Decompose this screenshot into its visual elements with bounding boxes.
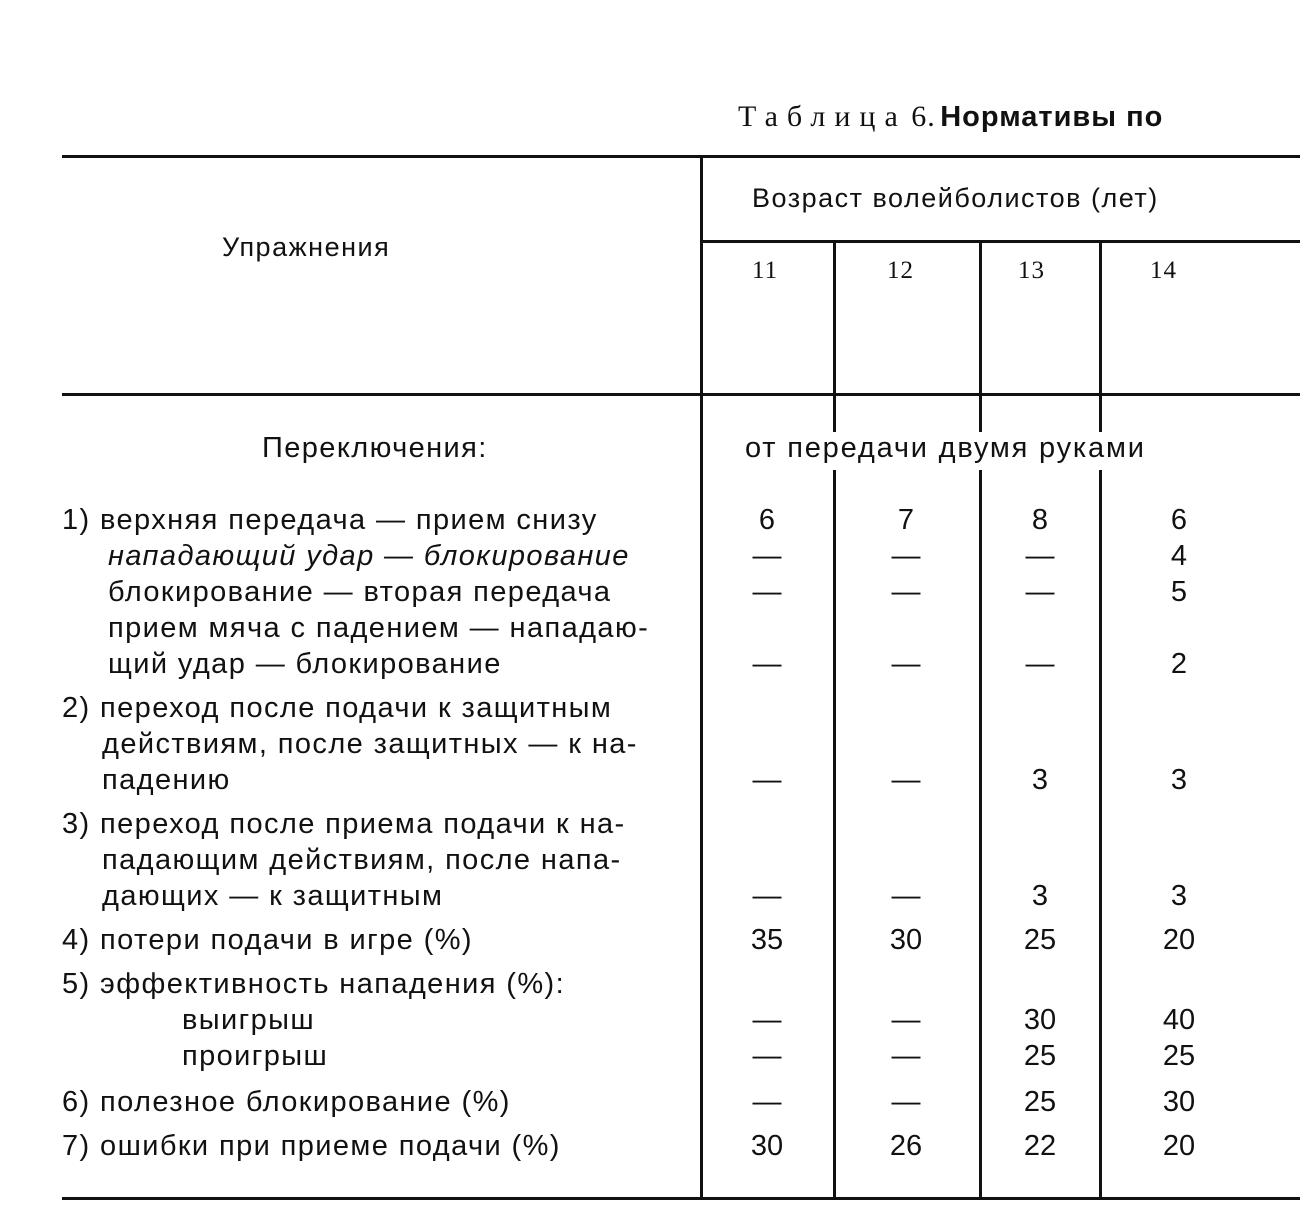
row-label-line: 7) ошибки при приеме подачи (%) <box>62 1130 561 1162</box>
row-label-r5a <box>182 1002 315 1038</box>
row-label-line: 3) переход после приема подачи к на- <box>62 808 626 840</box>
age-col-14: 14 <box>1150 257 1177 284</box>
row-label-line: падению <box>102 764 231 796</box>
col-divider-1-upper <box>833 242 836 432</box>
caption-prefix: Таблица <box>738 100 907 133</box>
age-header-rule <box>702 240 1300 243</box>
table-cell-value: 25 <box>1162 1040 1196 1072</box>
table-cell-dash: — <box>1025 540 1055 572</box>
row-label-line: 2) переход после подачи к защитным <box>62 692 613 724</box>
table-cell-dash: — <box>891 1086 921 1118</box>
table-cell-value: 30 <box>1023 1004 1057 1036</box>
table-cell-dash: — <box>752 764 782 796</box>
table-cell-dash: — <box>891 1004 921 1036</box>
table-cell-value: 7 <box>897 504 915 536</box>
table-cell-value: 4 <box>1170 540 1188 572</box>
age-col-12: 12 <box>887 257 914 284</box>
table-cell-dash: — <box>752 1086 782 1118</box>
table-cell-value: 26 <box>889 1130 923 1162</box>
row-label-r4 <box>62 922 473 958</box>
table-cell-dash: — <box>752 648 782 680</box>
row-label-r1c <box>108 574 611 610</box>
table-cell-dash: — <box>752 880 782 912</box>
table-cell-value: 5 <box>1170 576 1188 608</box>
table-cell-value: 25 <box>1023 1086 1057 1118</box>
row-label-r7 <box>62 1128 561 1164</box>
table-cell-value: 6 <box>758 504 776 536</box>
row-label-r5b <box>182 1038 328 1074</box>
row-label-line: 6) полезное блокирование (%) <box>62 1086 511 1118</box>
row-label-line: выигрыш <box>182 1004 316 1036</box>
table-cell-dash: — <box>1025 648 1055 680</box>
table-cell-value: 8 <box>1031 504 1049 536</box>
table-cell-dash: — <box>752 1004 782 1036</box>
row-label-line: нападающий удар — блокирование <box>108 540 630 572</box>
caption-number: 6. <box>911 100 936 133</box>
table-cell-value: 40 <box>1162 1004 1196 1036</box>
row-label-line: дающих — к защитным <box>102 880 444 912</box>
row-label-r3 <box>62 806 626 914</box>
row-label-line: проигрыш <box>182 1040 329 1072</box>
table-cell-dash: — <box>891 1040 921 1072</box>
table-cell-dash: — <box>891 648 921 680</box>
row-label-r1d <box>108 610 649 682</box>
row-label-line: действиям, после защитных — к на- <box>102 728 638 760</box>
table-cell-dash: — <box>891 576 921 608</box>
table-cell-value: 3 <box>1031 764 1049 796</box>
caption-title: Нормативы по <box>940 101 1164 133</box>
table-cell-value: 30 <box>750 1130 784 1162</box>
row-label-line: прием мяча с падением — нападаю- <box>108 612 650 644</box>
col-divider-1-lower <box>833 470 836 1199</box>
table-caption <box>738 100 1163 134</box>
col-divider-3-upper <box>1099 242 1102 432</box>
row-label-r5 <box>62 966 565 1002</box>
age-col-11: 11 <box>752 257 779 284</box>
table-cell-value: 3 <box>1031 880 1049 912</box>
table-cell-dash: — <box>1025 576 1055 608</box>
header-bottom-rule <box>62 393 1300 396</box>
age-col-13: 13 <box>1018 257 1045 284</box>
row-label-line: падающим действиям, после напа- <box>102 844 622 876</box>
table-cell-value: 20 <box>1162 924 1196 956</box>
table-cell-dash: — <box>891 880 921 912</box>
row-label-r1b <box>108 538 630 574</box>
table-cell-value: 30 <box>1162 1086 1196 1118</box>
table-cell-value: 3 <box>1170 880 1188 912</box>
age-group-header: Возраст волейболистов (лет) <box>752 183 1159 213</box>
table-cell-dash: — <box>752 540 782 572</box>
exercises-header: Упражнения <box>222 232 391 262</box>
row-label-r1a <box>62 502 598 538</box>
row-label-r2 <box>62 690 638 798</box>
table-cell-dash: — <box>752 1040 782 1072</box>
table-cell-dash: — <box>891 764 921 796</box>
col-divider-2-upper <box>979 242 982 432</box>
row-label-line: 4) потери подачи в игре (%) <box>62 924 473 956</box>
table-cell-dash: — <box>891 540 921 572</box>
table-cell-value: 25 <box>1023 1040 1057 1072</box>
table-cell-value: 25 <box>1023 924 1057 956</box>
row-label-line: 5) эффективность нападения (%): <box>62 968 566 1000</box>
table-cell-value: 35 <box>750 924 784 956</box>
section-label: Переключения: <box>262 432 488 464</box>
row-label-r6 <box>62 1084 511 1120</box>
row-label-line: блокирование — вторая передача <box>108 576 612 608</box>
table-cell-value: 3 <box>1170 764 1188 796</box>
table-cell-value: 2 <box>1170 648 1188 680</box>
table-cell-value: 20 <box>1162 1130 1196 1162</box>
main-column-divider <box>700 157 703 1199</box>
section-subheader: от передачи двумя руками <box>745 432 1146 464</box>
row-label-line: щий удар — блокирование <box>108 648 502 680</box>
row-label-line: 1) верхняя передача — прием снизу <box>62 504 598 536</box>
bottom-rule <box>62 1197 1300 1200</box>
table-cell-value: 6 <box>1170 504 1188 536</box>
table-cell-value: 30 <box>889 924 923 956</box>
top-rule <box>62 155 1300 158</box>
table-cell-value: 22 <box>1023 1130 1057 1162</box>
table-cell-dash: — <box>752 576 782 608</box>
